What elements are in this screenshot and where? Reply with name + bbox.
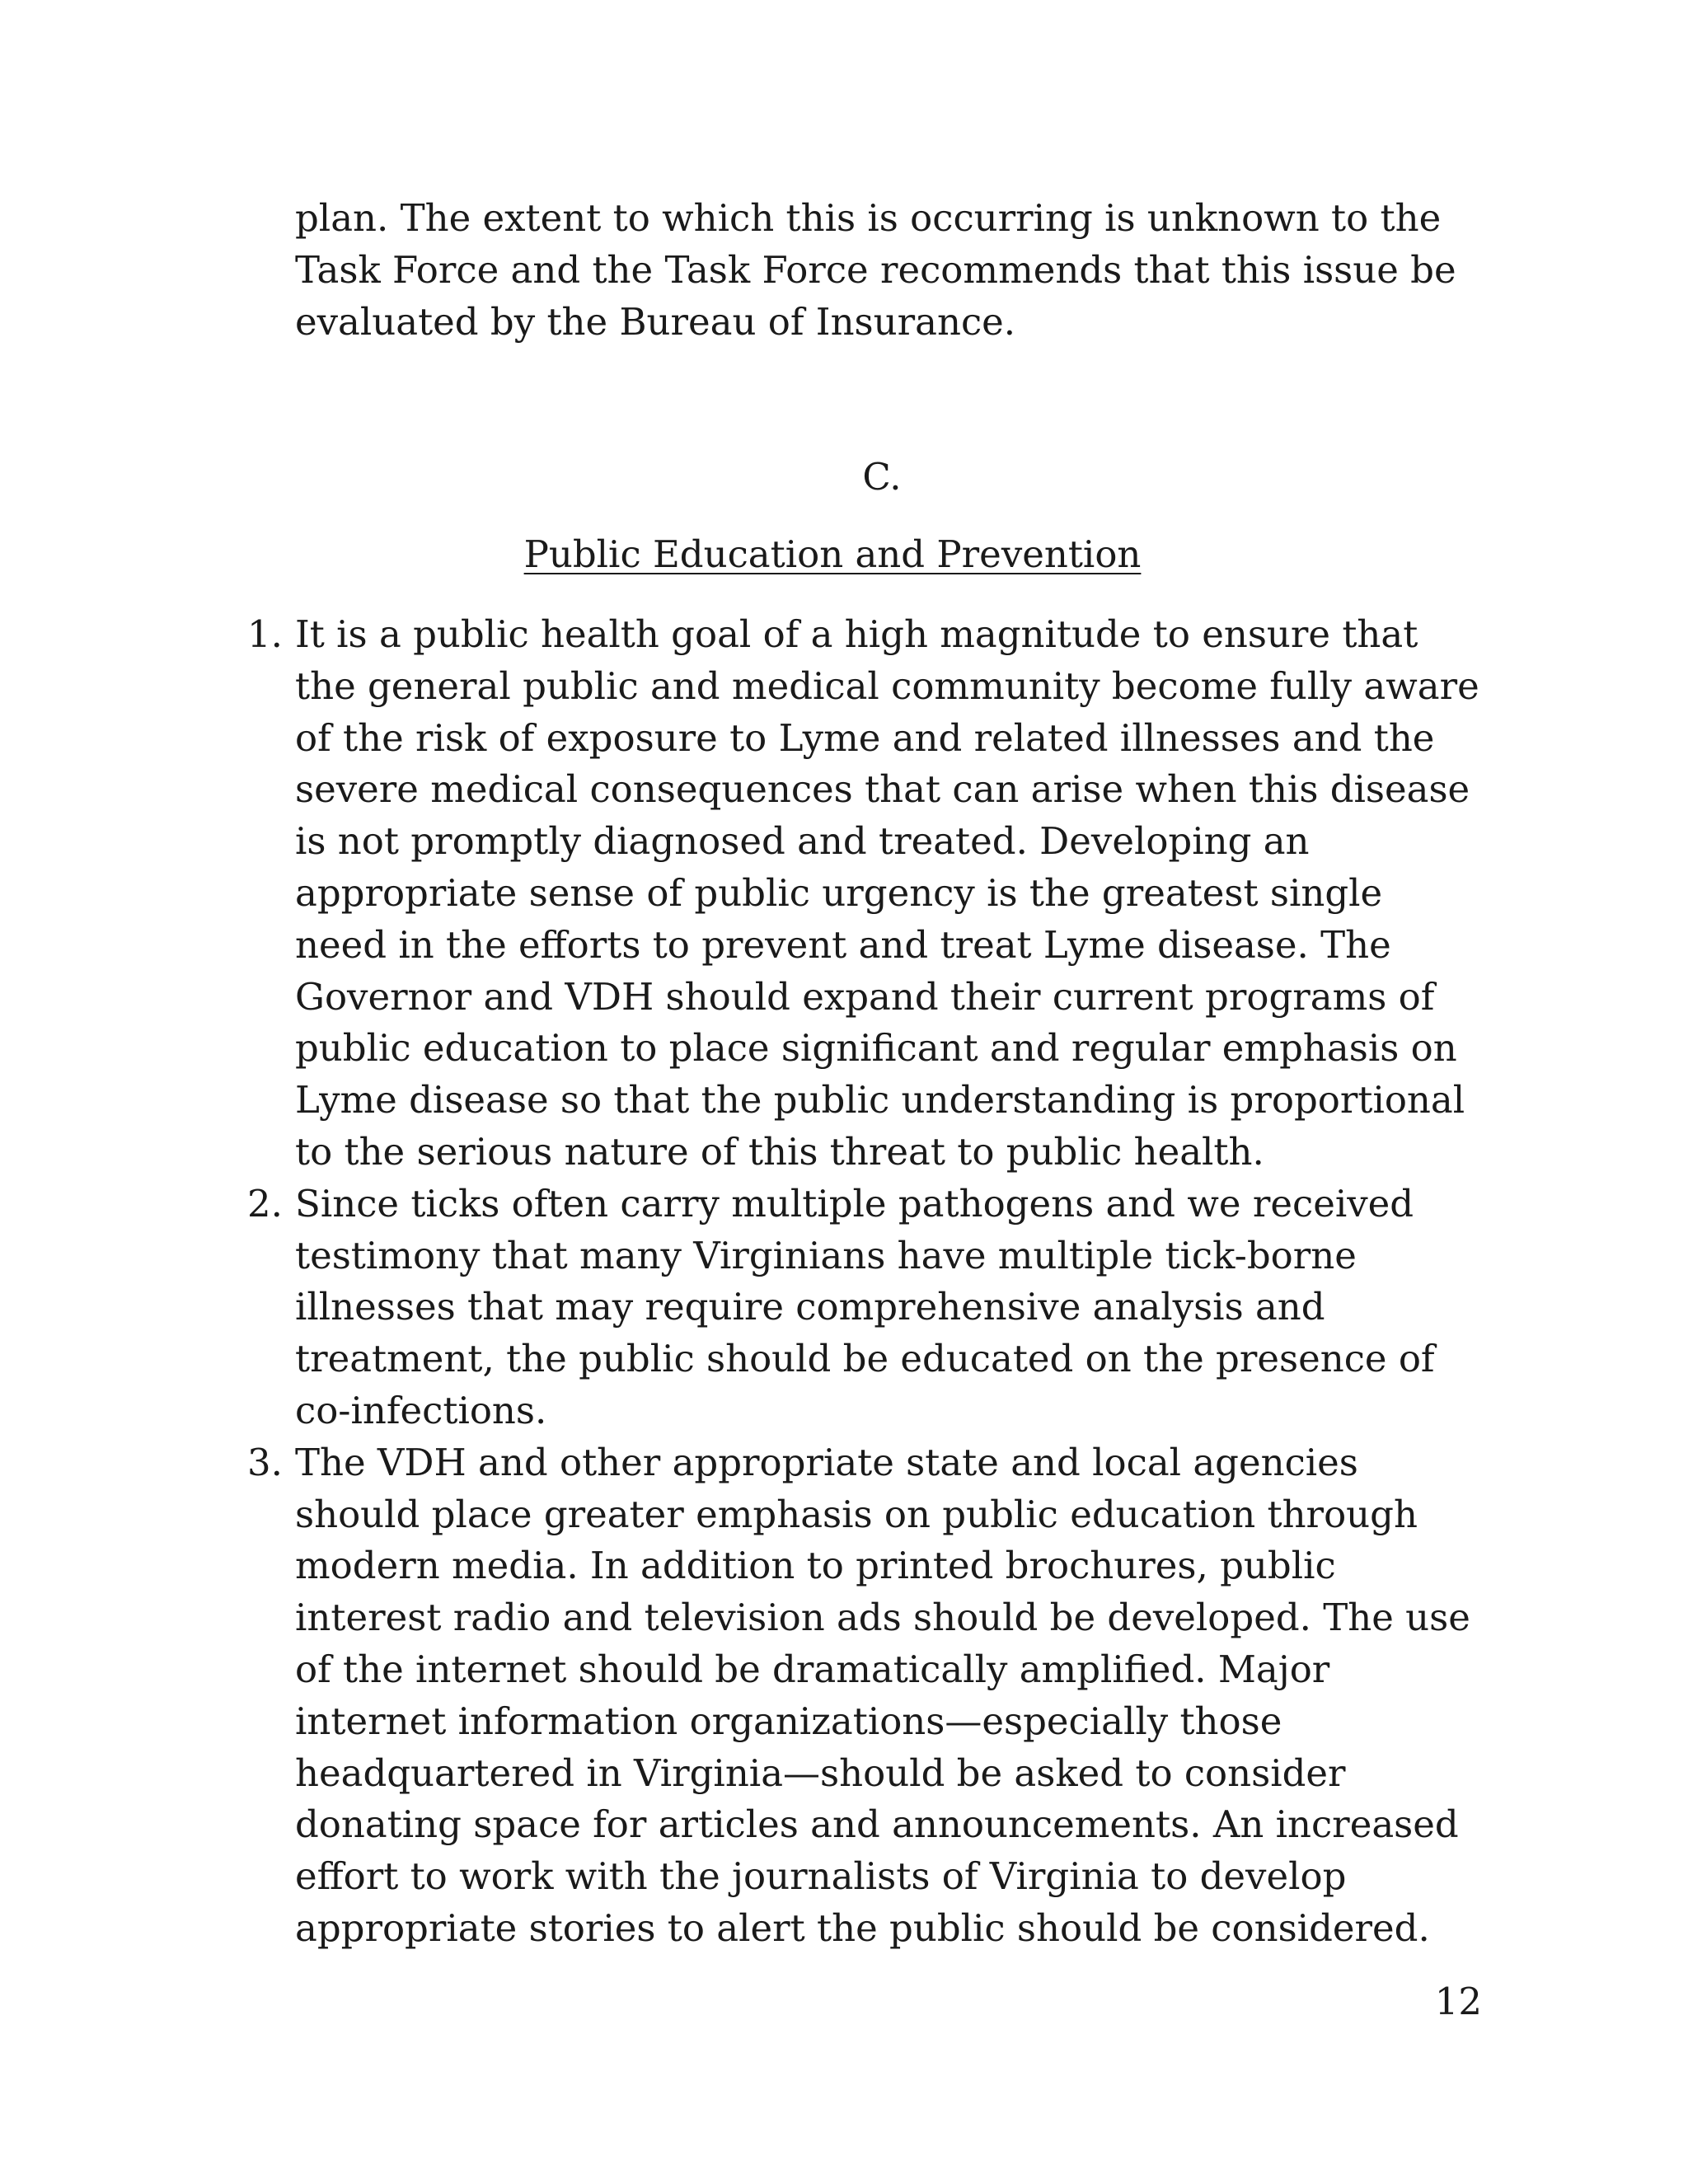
list-item <box>247 609 1482 1179</box>
list-item-text: Since ticks often carry multiple pathogens and we received testimony that many Virginians have multiple tick-borne illnesses that may require comprehensive analysis and treatment, the public should be educated on the presence of co-infections. <box>295 1181 1435 1432</box>
section-letter: C. <box>862 455 902 499</box>
list-item-text: It is a public health goal of a high magnitude to ensure that the general public and medical community become fully aware of the risk of exposure to Lyme and related illnesses and the severe medical consequences that can arise when this disease is not promptly diagnosed and treated. Developing an appropriate sense of public urgency is the greatest single need in the efforts to prevent and treat Lyme disease. The Governor and VDH should expand their current programs of public education to place significant and regular emphasis on Lyme disease so that the public understanding is proportional to the serious nature of this threat to public health. <box>295 612 1479 1174</box>
list-item <box>247 1437 1482 1955</box>
list-item-number: 1. <box>247 612 283 656</box>
recommendation-list <box>247 609 1482 1955</box>
list-item-number: 2. <box>247 1181 283 1226</box>
list-item <box>247 1179 1482 1437</box>
list-item-text: The VDH and other appropriate state and local agencies should place greater emphasis on public education through modern media. In addition to printed brochures, public interest radio and television ads should be developed. The use of the internet should be dramatically amplified. Major internet information organizations—especially those headquartered in Virginia—should be asked to consider donating space for articles and announcements. An increased effort to work with the journalists of Virginia to develop appropriate stories to alert the public should be considered. <box>295 1440 1470 1950</box>
page-number: 12 <box>1434 1980 1482 2023</box>
list-item-number: 3. <box>247 1440 283 1484</box>
intro-paragraph: plan. The extent to which this is occurring is unknown to the Task Force and the Task Force recommends that this issue be evaluated by the Bureau of Insurance. <box>295 196 1456 344</box>
section-title <box>0 529 1665 580</box>
section-title-text: Public Education and Prevention <box>523 532 1142 576</box>
